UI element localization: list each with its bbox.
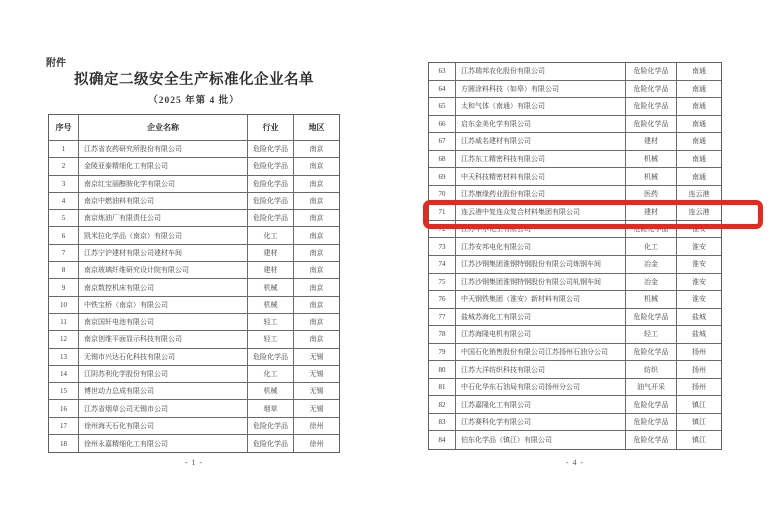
row-number-cell: 18 [49,435,79,452]
company-name-cell: 博世动力总成有限公司 [79,383,248,400]
region-cell: 南京 [294,176,339,193]
industry-cell: 危险化学品 [248,141,294,158]
row-number-cell: 67 [429,133,456,151]
region-cell: 淮安 [677,291,721,309]
row-number-cell: 66 [429,116,456,134]
company-name-cell: 江阴苏利化学股份有限公司 [79,366,248,383]
region-cell: 南通 [677,116,721,134]
table-row [429,396,721,414]
company-name-cell: 南京红宝丽醇胺化学有限公司 [79,176,248,193]
table-row [49,435,339,452]
page-title: 拟确定二级安全生产标准化企业名单 [74,72,314,88]
table-row [49,262,339,279]
table-row [49,314,339,331]
region-cell: 南京 [294,245,339,262]
table-row [429,291,721,309]
industry-cell: 危险化学品 [248,210,294,227]
company-name-cell: 江苏康缘药业股份有限公司 [456,186,626,204]
industry-cell: 建材 [626,133,677,151]
company-name-cell: 江苏华尔化工有限公司 [456,221,626,239]
row-number-cell: 71 [429,203,456,221]
region-cell: 镇江 [692,436,706,445]
industry-cell: 危险化学品 [248,418,294,435]
region-cell: 南京 [294,141,339,158]
company-name-cell: 南京创维平面显示科技有限公司 [79,331,248,348]
table-row [429,238,721,256]
industry-cell: 化工 [626,238,677,256]
company-name-cell: 江苏宁沪建材有限公司建材车间 [79,245,248,262]
row-number-cell: 1 [49,141,79,158]
region-cell: 盐城 [677,326,721,344]
region-cell: 南通 [677,151,721,169]
region-cell: 无锡 [294,349,339,366]
table-row [429,274,721,292]
table-row [429,256,721,274]
industry-cell: 化工 [248,366,294,383]
industry-cell: 烟草 [248,400,294,417]
region-cell: 南京 [294,331,339,348]
row-number-cell: 15 [49,383,79,400]
company-name-cell: 太和气体（南通）有限公司 [456,98,626,116]
region-cell: 盐城 [677,309,721,327]
company-name-cell: 江苏瑞邦农化股份有限公司 [456,63,626,81]
region-cell: 南通 [677,133,721,151]
row-number-cell: 14 [49,366,79,383]
table-row [429,203,721,221]
region-cell: 南京 [294,210,339,227]
region-cell: 南京 [294,262,339,279]
row-number-cell: 77 [429,309,456,327]
table-row [49,227,339,244]
company-name-cell: 南京数控机床有限公司 [79,279,248,296]
region-cell: 扬州 [677,344,721,362]
table-row [429,186,721,204]
company-name-cell: 江苏海隆电机有限公司 [456,326,626,344]
company-name-cell: 无锡市兴达石化科技有限公司 [79,349,248,366]
company-name-cell: 江苏省烟草公司无锡市公司 [79,400,248,417]
company-name-cell: 启东金美化学有限公司 [456,116,626,134]
region-cell: 连云港 [677,203,721,221]
company-name-cell: 江苏赛科化学有限公司 [456,414,626,432]
industry-cell: 纺织 [626,361,677,379]
region-cell: 南京 [294,297,339,314]
industry-cell: 轻工 [248,314,294,331]
industry-cell: 轻工 [248,331,294,348]
row-number-cell: 70 [429,186,456,204]
row-number-cell: 63 [429,63,456,81]
company-name-cell: 伯东化学品（镇江）有限公司 [456,431,626,449]
table-row [429,81,721,99]
company-name-cell: 方圆涂料科技（如皋）有限公司 [456,81,626,99]
industry-cell: 机械 [248,383,294,400]
row-number-cell: 10 [49,297,79,314]
column-header: 地区 [294,115,339,141]
company-name-cell: 盐城苏海化工有限公司 [456,309,626,327]
row-number-cell: 82 [429,396,456,414]
table-row [49,141,339,158]
industry-cell: 危险化学品 [626,116,677,134]
region-cell: 淮安 [677,256,721,274]
region-cell: 淮安 [677,274,721,292]
table-row [429,63,721,81]
industry-cell: 危险化学品 [626,221,677,239]
table-row [49,176,339,193]
industry-cell: 危险化学品 [626,63,677,81]
company-name-cell: 江苏沙钢集团淮钢特钢股份有限公司轧钢车间 [456,274,626,292]
table-row [49,383,339,400]
industry-cell: 油气开采 [626,379,677,397]
industry-cell: 危险化学品 [626,81,677,99]
page-number-left: - 1 - [184,458,204,467]
industry-cell: 医药 [626,186,677,204]
industry-cell: 危险化学品 [626,98,677,116]
company-name-cell: 中天科技精密材料有限公司 [456,168,626,186]
company-name-cell: 南京中燃油料有限公司 [79,193,248,210]
table-row [49,210,339,227]
row-number-cell: 16 [49,400,79,417]
company-name-cell: 江苏威名建材有限公司 [456,133,626,151]
row-number-cell: 76 [429,291,456,309]
industry-cell: 危险化学品 [248,349,294,366]
industry-cell: 轻工 [626,326,677,344]
row-number-cell: 83 [429,414,456,432]
table-row [49,366,339,383]
industry-cell: 机械 [626,168,677,186]
table-row [49,279,339,296]
company-name-cell: 江苏东工精密科技有限公司 [456,151,626,169]
region-cell: 淮安 [677,221,721,239]
industry-cell: 机械 [626,291,677,309]
table-row [429,221,721,239]
company-name-cell: 南京炼油厂有限责任公司 [79,210,248,227]
industry-cell: 危险化学品 [248,176,294,193]
industry-cell: 危险化学品 [626,344,677,362]
row-number-cell: 75 [429,274,456,292]
table-row [429,414,721,432]
industry-cell: 机械 [248,297,294,314]
table-row [429,98,721,116]
region-cell: 南京 [294,158,339,175]
industry-cell: 冶金 [626,256,677,274]
region-cell: 扬州 [677,361,721,379]
company-name-cell: 江苏大洋纺织科技有限公司 [456,361,626,379]
industry-cell: 危险化学品 [626,309,677,327]
region-cell: 徐州 [294,418,339,435]
enterprise-table-page4 [428,62,722,450]
row-number-cell: 79 [429,344,456,362]
row-number-cell: 80 [429,361,456,379]
table-row [49,400,339,417]
industry-cell: 机械 [248,279,294,296]
region-cell: 南通 [677,168,721,186]
region-cell: 扬州 [677,379,721,397]
region-cell: 淮安 [677,238,721,256]
industry-cell: 冶金 [626,274,677,292]
row-number-cell: 74 [429,256,456,274]
table-row [429,344,721,362]
table-row [429,361,721,379]
table-row [49,349,339,366]
table-row [49,158,339,175]
row-number-cell: 69 [429,168,456,186]
row-number-cell: 78 [429,326,456,344]
table-row [429,309,721,327]
page-number-right: - 4 - [565,458,585,467]
industry-cell: 化工 [248,227,294,244]
region-cell: 镇江 [677,396,721,414]
company-name-cell: 中铁宝桥（南京）有限公司 [79,297,248,314]
company-name-cell: 中石化华东石油局有限公司扬州分公司 [456,379,626,397]
table-row [429,326,721,344]
region-cell: 镇江 [677,414,721,432]
industry-cell: 建材 [626,203,677,221]
table-row [49,331,339,348]
company-name-cell: 中国石化销售股份有限公司江苏扬州石油分公司 [456,344,626,362]
row-number-cell: 81 [429,379,456,397]
row-number-cell: 5 [49,210,79,227]
company-name-cell: 徐州永嘉精细化工有限公司 [79,435,248,452]
row-number-cell: 7 [49,245,79,262]
row-number-cell: 73 [429,238,456,256]
table-row [49,418,339,435]
column-header: 行业 [248,115,294,141]
company-name-cell: 连云港中复连众复合材料集团有限公司 [456,203,626,221]
table-row [49,193,339,210]
row-number-cell: 64 [429,81,456,99]
industry-cell: 危险化学品 [248,193,294,210]
industry-cell: 危险化学品 [248,158,294,175]
region-cell: 南通 [677,98,721,116]
row-number-cell: 8 [49,262,79,279]
region-cell: 南通 [677,81,721,99]
region-cell: 南京 [294,193,339,210]
industry-cell: 危险化学品 [626,414,677,432]
row-number-cell: 17 [49,418,79,435]
row-number-cell: 72 [429,221,456,239]
region-cell: 连云港 [677,186,721,204]
company-name-cell: 江苏沙钢集团淮钢特钢股份有限公司炼钢车间 [456,256,626,274]
row-number-cell: 13 [49,349,79,366]
company-name-cell: 南京国轩电池有限公司 [79,314,248,331]
table-row [429,116,721,134]
region-cell: 徐州 [309,439,324,448]
region-cell: 南京 [294,279,339,296]
row-number-cell: 65 [429,98,456,116]
row-number-cell: 6 [49,227,79,244]
row-number-cell: 11 [49,314,79,331]
region-cell: 无锡 [294,400,339,417]
table-row [429,133,721,151]
table-row [429,168,721,186]
row-number-cell: 12 [49,331,79,348]
region-cell: 南京 [294,314,339,331]
row-number-cell: 68 [429,151,456,169]
industry-cell: 机械 [626,151,677,169]
table-row [429,431,721,449]
row-number-cell: 9 [49,279,79,296]
company-name-cell: 江苏嘉隆化工有限公司 [456,396,626,414]
row-number-cell: 2 [49,158,79,175]
table-row [49,245,339,262]
company-name-cell: 金陵亚泰精细化工有限公司 [79,158,248,175]
table-row [429,151,721,169]
table-row [429,379,721,397]
region-cell: 南京 [294,227,339,244]
company-name-cell: 徐州海天石化有限公司 [79,418,248,435]
industry-cell: 危险化学品 [248,435,294,452]
table-row [49,297,339,314]
column-header: 序号 [49,115,79,141]
region-cell: 南通 [677,63,721,81]
column-header: 企业名称 [79,115,248,141]
industry-cell: 建材 [248,245,294,262]
company-name-cell: 凯米拉化学品（南京）有限公司 [79,227,248,244]
row-number-cell: 3 [49,176,79,193]
company-name-cell: 南京玻璃纤维研究设计院有限公司 [79,262,248,279]
row-number-cell: 84 [429,431,456,449]
region-cell: 无锡 [294,383,339,400]
enterprise-table-page1 [48,114,340,453]
row-number-cell: 4 [49,193,79,210]
industry-cell: 建材 [248,262,294,279]
company-name-cell: 江苏安邦电化有限公司 [456,238,626,256]
company-name-cell: 中天钢铁集团（淮安）新材料有限公司 [456,291,626,309]
industry-cell: 危险化学品 [626,396,677,414]
page-subtitle: （2025 年第 4 批） [148,96,240,106]
company-name-cell: 江苏省农药研究所股份有限公司 [79,141,248,158]
table-header-row [49,115,339,141]
attachment-label: 附件 [46,58,66,69]
region-cell: 无锡 [294,366,339,383]
industry-cell: 危险化学品 [626,431,677,449]
